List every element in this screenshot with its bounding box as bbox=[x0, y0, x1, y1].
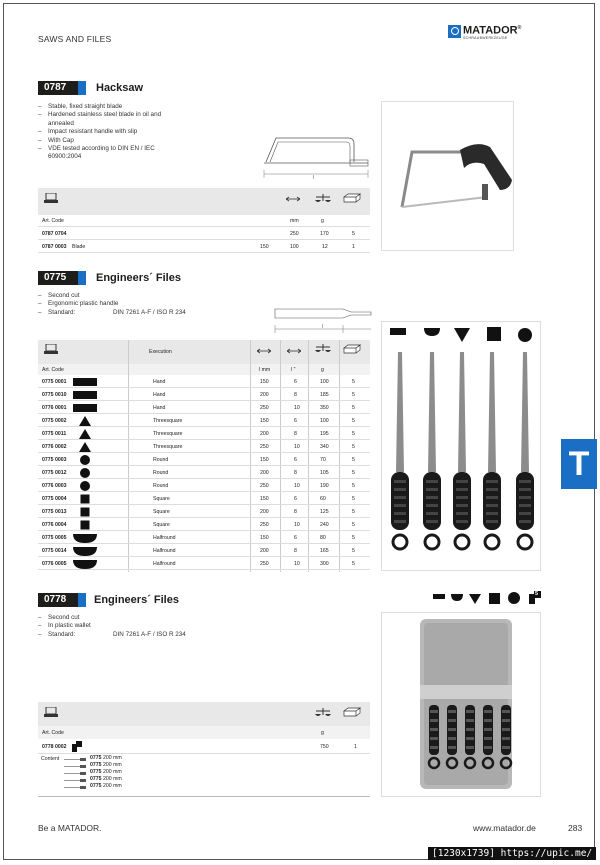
feature-item: – VDE tested according to DIN EN / IEC 60900:2004 bbox=[38, 145, 188, 162]
pack-qty: 5 bbox=[352, 508, 355, 515]
length-mm: 250 bbox=[260, 521, 269, 528]
dimension-label: l bbox=[313, 175, 315, 181]
set-count: 5 bbox=[535, 591, 539, 597]
square-profile-icon bbox=[72, 507, 98, 517]
length-mm: 250 bbox=[260, 482, 269, 489]
execution: Round bbox=[153, 456, 169, 463]
length-mm: 250 bbox=[260, 443, 269, 450]
execution: Threesquare bbox=[153, 430, 183, 437]
col-length-inch: l " bbox=[291, 367, 296, 373]
execution: Square bbox=[153, 521, 170, 528]
pack-qty: 5 bbox=[352, 521, 355, 528]
pack-qty: 5 bbox=[352, 404, 355, 411]
file-icon bbox=[64, 779, 86, 782]
art-code: 0775 0013 bbox=[42, 508, 67, 515]
set-count-badge bbox=[529, 591, 541, 604]
pack-qty: 5 bbox=[352, 443, 355, 450]
brand-name: MATADOR bbox=[463, 24, 518, 37]
length-mm: 200 bbox=[260, 391, 269, 398]
section-title: Engineers´ Files bbox=[94, 594, 179, 606]
feature-item: – Second cut bbox=[38, 292, 238, 300]
feature-item: – Impact resistant handle with slip bbox=[38, 128, 188, 136]
art-code: 0775 0011 bbox=[42, 430, 67, 437]
col-mm: mm bbox=[290, 218, 299, 224]
weight-g: 100 bbox=[320, 417, 329, 424]
col-art-code: Art. Code bbox=[42, 367, 64, 373]
art-code: 0775 0014 bbox=[42, 547, 67, 554]
feature-item: – Standard: DIN 7261 A-F / ISO R 234 bbox=[38, 309, 238, 317]
art-code: 0775 0004 bbox=[42, 495, 67, 502]
section-title: Hacksaw bbox=[96, 82, 144, 94]
set-icon bbox=[72, 741, 82, 752]
standard-value: DIN 7261 A-F / ISO R 234 bbox=[113, 308, 186, 316]
col-g: g bbox=[321, 218, 324, 224]
content-label: Content bbox=[41, 756, 60, 762]
files-photo bbox=[381, 321, 541, 571]
file-dimension-drawing bbox=[273, 307, 373, 337]
length-inch: 10 bbox=[294, 482, 300, 489]
table-row bbox=[38, 740, 370, 753]
rect-profile-icon bbox=[72, 377, 98, 387]
content-code: 0775 bbox=[90, 776, 102, 782]
feature-list bbox=[38, 614, 238, 639]
execution: Square bbox=[153, 495, 170, 502]
weight-g: 70 bbox=[320, 456, 326, 463]
weight-g: 165 bbox=[320, 547, 329, 554]
pack-qty: 1 bbox=[352, 243, 355, 250]
dimension-label: l bbox=[322, 324, 324, 330]
weight-g: 12 bbox=[322, 243, 328, 250]
file-icon bbox=[64, 786, 86, 789]
art-code: 0776 0004 bbox=[42, 521, 67, 528]
weight-g: 195 bbox=[320, 430, 329, 437]
art-code: 0776 0005 bbox=[42, 560, 67, 567]
feature-list bbox=[38, 103, 188, 162]
half-profile-icon bbox=[72, 533, 98, 543]
length-inch: 10 bbox=[294, 443, 300, 450]
length-inch: 8 bbox=[294, 469, 297, 476]
pack-qty: 5 bbox=[352, 495, 355, 502]
section-accent bbox=[78, 593, 86, 607]
length-mm: 200 bbox=[260, 430, 269, 437]
rect-profile-icon bbox=[72, 403, 98, 413]
standard-value: DIN 7261 A-F / ISO R 234 bbox=[113, 630, 186, 638]
length-mm: 150 bbox=[260, 456, 269, 463]
length-mm: 100 bbox=[290, 243, 299, 250]
circle-profile-icon bbox=[72, 468, 98, 478]
art-code: 0778 0002 bbox=[42, 743, 67, 750]
half-profile-icon bbox=[72, 546, 98, 556]
pack-qty: 5 bbox=[352, 417, 355, 424]
weight-g: 350 bbox=[320, 404, 329, 411]
weight-g: 185 bbox=[320, 391, 329, 398]
length-inch: 8 bbox=[294, 430, 297, 437]
footer-slogan: Be a MATADOR. bbox=[38, 823, 102, 833]
pack-qty: 5 bbox=[352, 482, 355, 489]
length-inch-icon bbox=[287, 348, 301, 354]
length-inch: 10 bbox=[294, 404, 300, 411]
content-code: 0775 bbox=[90, 769, 102, 775]
execution: Round bbox=[153, 482, 169, 489]
length-inch: 6 bbox=[294, 417, 297, 424]
col-g: g bbox=[321, 367, 324, 373]
execution: Hand bbox=[153, 391, 166, 398]
section-number: 0778 bbox=[38, 593, 78, 607]
pack-qty: 5 bbox=[352, 391, 355, 398]
content-length: 200 mm bbox=[103, 776, 122, 782]
weight-g: 240 bbox=[320, 521, 329, 528]
section-label: SAWS AND FILES bbox=[38, 34, 112, 44]
feature-item: – Hardened stainless steel blade in oil and annealed bbox=[38, 111, 188, 128]
feature-list bbox=[38, 292, 238, 317]
pack-qty: 5 bbox=[352, 456, 355, 463]
art-code: 0775 0005 bbox=[42, 534, 67, 541]
length-inch: 8 bbox=[294, 391, 297, 398]
profile-shapes bbox=[431, 591, 531, 605]
description: Blade bbox=[72, 243, 86, 250]
art-code: 0775 0001 bbox=[42, 378, 67, 385]
length-mm: 250 bbox=[260, 560, 269, 567]
weight-icon bbox=[315, 708, 331, 718]
package-icon bbox=[343, 193, 361, 203]
content-length: 200 mm bbox=[103, 755, 122, 761]
brand-subtitle: SCHRAUBWERKZEUGE bbox=[463, 35, 508, 40]
length-mm: 150 bbox=[260, 495, 269, 502]
art-code: 0775 0002 bbox=[42, 417, 67, 424]
length-mm: 150 bbox=[260, 378, 269, 385]
col-g: g bbox=[321, 730, 324, 736]
tri-profile-icon bbox=[72, 429, 98, 439]
length-inch: 6 bbox=[294, 456, 297, 463]
length-inch: 6 bbox=[294, 495, 297, 502]
feature-item: – Standard: DIN 7261 A-F / ISO R 234 bbox=[38, 631, 238, 639]
length-inch: 8 bbox=[294, 547, 297, 554]
section-accent bbox=[78, 81, 86, 95]
hacksaw-photo bbox=[381, 101, 514, 251]
weight-g: 105 bbox=[320, 469, 329, 476]
length-inch: 6 bbox=[294, 534, 297, 541]
feature-item: – Stable, fixed straight blade bbox=[38, 103, 188, 111]
execution: Hand bbox=[153, 404, 166, 411]
length-inch: 8 bbox=[294, 508, 297, 515]
tri-profile-icon bbox=[72, 416, 98, 426]
catalog-icon bbox=[44, 707, 58, 717]
section-number: 0787 bbox=[38, 81, 78, 95]
art-code: 0775 0010 bbox=[42, 391, 67, 398]
pack-qty: 5 bbox=[352, 378, 355, 385]
weight-g: 340 bbox=[320, 443, 329, 450]
length-mm: 200 bbox=[260, 508, 269, 515]
col-execution: Execution bbox=[149, 349, 172, 355]
weight-g: 170 bbox=[320, 230, 329, 237]
content-length: 200 mm bbox=[103, 783, 122, 789]
length-mm: 200 bbox=[260, 547, 269, 554]
file-icon bbox=[64, 758, 86, 761]
execution: Threesquare bbox=[153, 417, 183, 424]
length-icon bbox=[286, 196, 300, 202]
art-code: 0787 0704 bbox=[42, 230, 67, 237]
weight-g: 100 bbox=[320, 378, 329, 385]
execution: Halfround bbox=[153, 560, 176, 567]
section-title: Engineers´ Files bbox=[96, 272, 181, 284]
execution: Threesquare bbox=[153, 443, 183, 450]
square-profile-icon bbox=[72, 520, 98, 530]
length-mm: 200 bbox=[260, 469, 269, 476]
weight-icon bbox=[315, 344, 331, 354]
weight-g: 125 bbox=[320, 508, 329, 515]
circle-profile-icon bbox=[72, 481, 98, 491]
art-code: 0775 0012 bbox=[42, 469, 67, 476]
file-icon bbox=[64, 765, 86, 768]
catalog-icon bbox=[44, 193, 58, 203]
weight-icon bbox=[315, 194, 331, 204]
weight-g: 80 bbox=[320, 534, 326, 541]
execution: Square bbox=[153, 508, 170, 515]
col-art-code: Art. Code bbox=[42, 730, 64, 736]
weight-g: 750 bbox=[320, 743, 329, 750]
section-0787-header bbox=[38, 81, 143, 95]
catalog-icon bbox=[44, 344, 58, 354]
section-0775-header bbox=[38, 271, 181, 285]
package-icon bbox=[343, 707, 361, 717]
brand-reg: ® bbox=[517, 25, 522, 31]
pack-qty: 5 bbox=[352, 430, 355, 437]
art-code: 0776 0001 bbox=[42, 404, 67, 411]
rect-profile-icon bbox=[72, 390, 98, 400]
page-number: 283 bbox=[568, 823, 583, 833]
pack-qty: 5 bbox=[352, 534, 355, 541]
length-inch: 10 bbox=[294, 521, 300, 528]
length-inch: 10 bbox=[294, 560, 300, 567]
length-inch: 6 bbox=[294, 378, 297, 385]
pack-qty: 5 bbox=[352, 547, 355, 554]
footer-url[interactable]: www.matador.de bbox=[473, 823, 536, 833]
pack-qty: 1 bbox=[354, 743, 357, 750]
brand-icon bbox=[448, 25, 461, 38]
feature-item: – Second cut bbox=[38, 614, 238, 622]
art-code: 0776 0002 bbox=[42, 443, 67, 450]
section-accent bbox=[78, 271, 86, 285]
weight-g: 190 bbox=[320, 482, 329, 489]
circle-profile-icon bbox=[72, 455, 98, 465]
section-0778-header bbox=[38, 593, 179, 607]
square-profile-icon bbox=[72, 494, 98, 504]
weight-g: 300 bbox=[320, 560, 329, 567]
tri-profile-icon bbox=[72, 442, 98, 452]
feature-item: – Ergonomic plastic handle bbox=[38, 300, 238, 308]
execution: Round bbox=[153, 469, 169, 476]
length-mm: 150 bbox=[260, 534, 269, 541]
half-profile-icon bbox=[72, 559, 98, 569]
blade-length: 150 bbox=[260, 243, 269, 250]
art-code: 0776 0003 bbox=[42, 482, 67, 489]
section-number: 0775 bbox=[38, 271, 78, 285]
art-code: 0787 0003 bbox=[42, 243, 67, 250]
length-mm: 250 bbox=[290, 230, 299, 237]
content-code: 0775 bbox=[90, 783, 102, 789]
file-set-wallet-photo bbox=[381, 612, 541, 797]
execution: Halfround bbox=[153, 547, 176, 554]
pack-qty: 5 bbox=[352, 560, 355, 567]
pack-qty: 5 bbox=[352, 469, 355, 476]
content-length: 200 mm bbox=[103, 769, 122, 775]
file-icon bbox=[64, 772, 86, 775]
watermark: [1230x1739] https://upic.me/ bbox=[428, 847, 596, 860]
feature-item: – In plastic wallet bbox=[38, 622, 238, 630]
col-length-mm: l mm bbox=[259, 367, 271, 373]
length-icon bbox=[257, 348, 271, 354]
package-icon bbox=[343, 344, 361, 354]
brand-logo bbox=[448, 23, 521, 40]
feature-item: – With Cap bbox=[38, 137, 188, 145]
art-code: 0775 0003 bbox=[42, 456, 67, 463]
pack-qty: 5 bbox=[352, 230, 355, 237]
content-code: 0775 bbox=[90, 755, 102, 761]
content-code: 0775 bbox=[90, 762, 102, 768]
category-tab-letter: T bbox=[568, 445, 590, 483]
execution: Hand bbox=[153, 378, 166, 385]
execution: Halfround bbox=[153, 534, 176, 541]
weight-g: 60 bbox=[320, 495, 326, 502]
length-mm: 250 bbox=[260, 404, 269, 411]
content-length: 200 mm bbox=[103, 762, 122, 768]
category-tab[interactable] bbox=[561, 439, 597, 489]
col-art-code: Art. Code bbox=[42, 218, 64, 224]
length-mm: 150 bbox=[260, 417, 269, 424]
